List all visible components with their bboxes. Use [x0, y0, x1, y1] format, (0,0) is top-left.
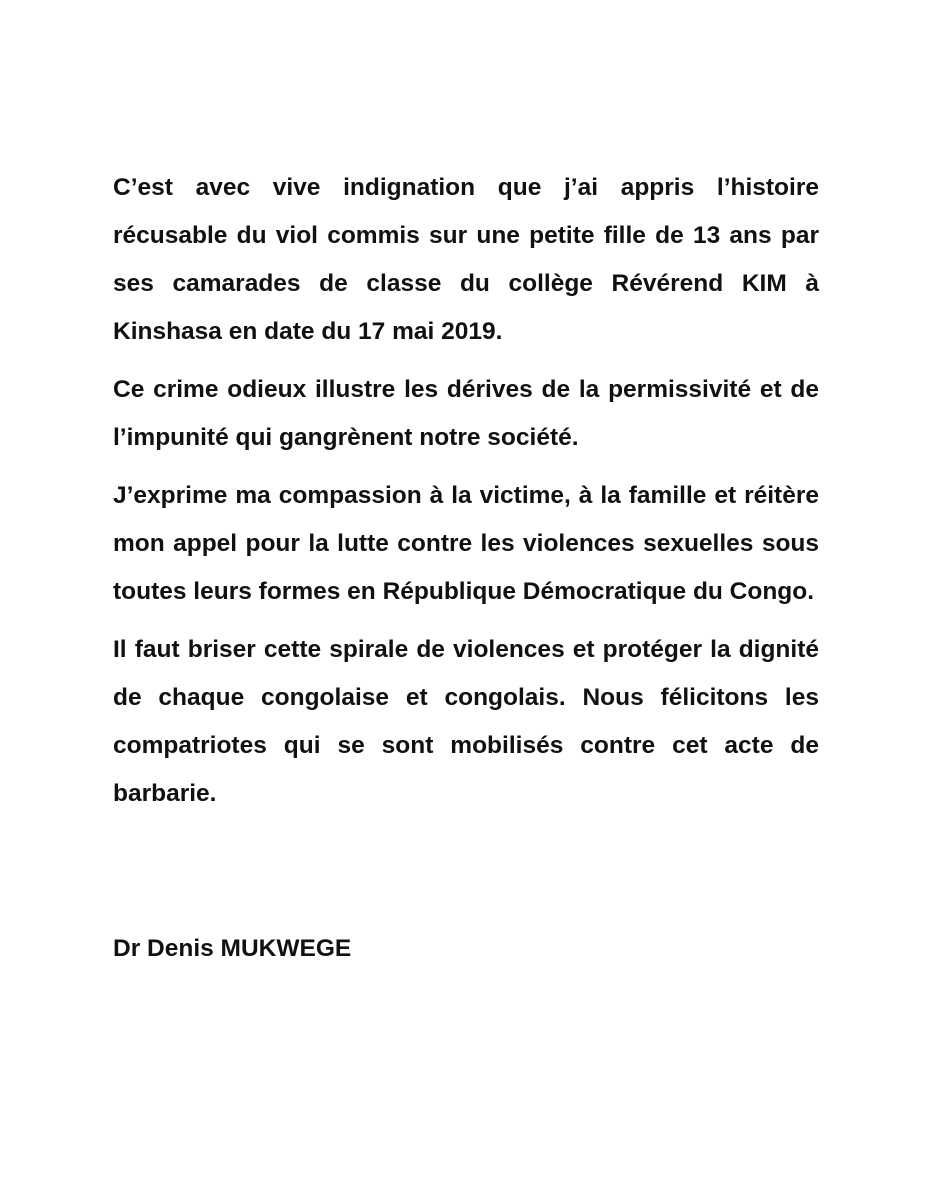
- signature: Dr Denis MUKWEGE: [113, 935, 352, 962]
- paragraph-call-to-action: Il faut briser cette spirale de violences et protéger la dignité de chaque congolaise et congolais. Nous félicitons les compatriotes qui se sont mobilisés contre cet acte de barbarie.: [113, 636, 819, 807]
- statement-body: [113, 164, 819, 828]
- paragraph-crime: Ce crime odieux illustre les dérives de la permissivité et de l’impunité qui gangrènent notre société.: [113, 376, 819, 451]
- paragraph-indignation: C’est avec vive indignation que j’ai appris l’histoire récusable du viol commis sur une petite fille de 13 ans par ses camarades de classe du collège Révérend KIM à Kinshasa en date du 17 mai 2019.: [113, 174, 819, 345]
- paragraph-compassion: J’exprime ma compassion à la victime, à la famille et réitère mon appel pour la lutte contre les violences sexuelles sous toutes leurs formes en République Démocratique du Congo.: [113, 482, 819, 605]
